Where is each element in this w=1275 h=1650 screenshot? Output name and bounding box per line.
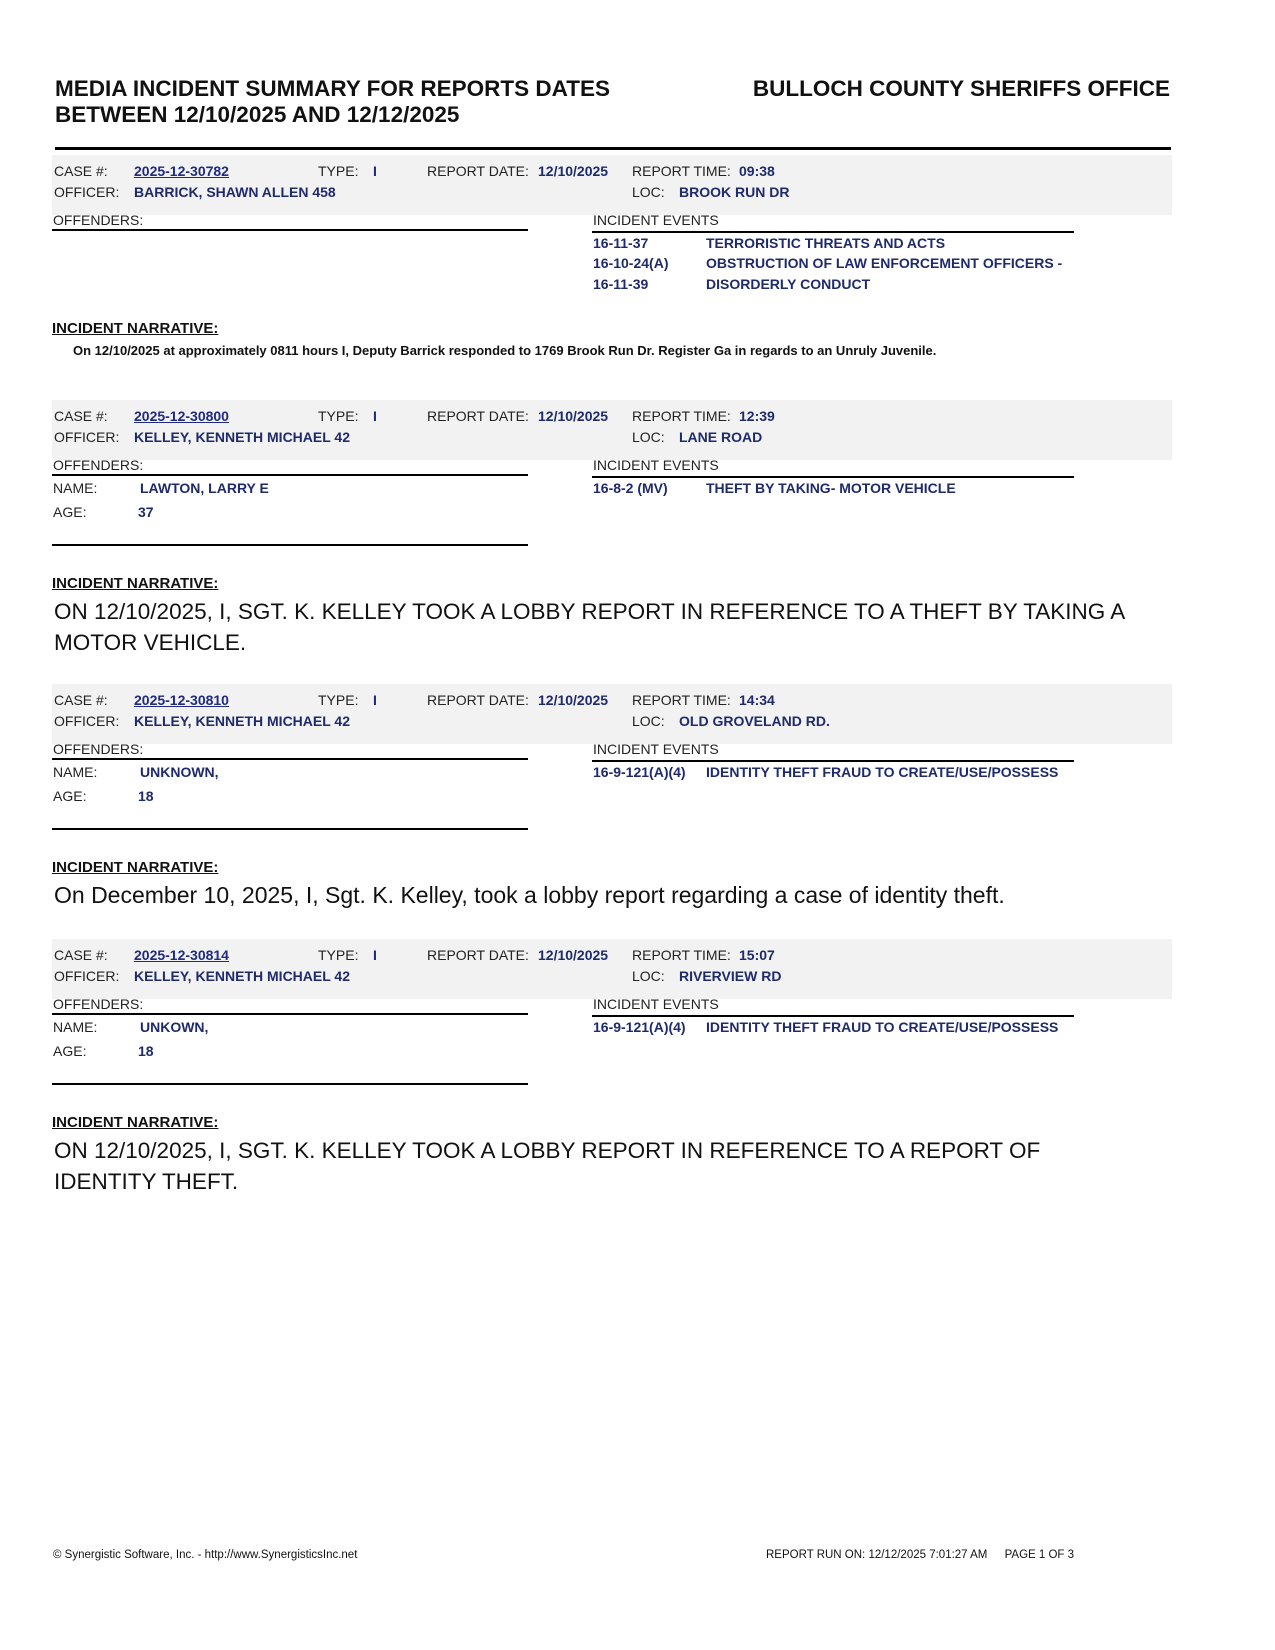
incident-events-label: INCIDENT EVENTS [593,996,719,1012]
officer-label: OFFICER: [54,968,120,984]
incident-events-rule [592,231,1074,233]
type-value: I [373,947,377,963]
report-date-label: REPORT DATE: [427,408,529,424]
offender-age-value: 18 [138,1043,154,1059]
report-time-value: 15:07 [739,947,775,963]
offenders-label: OFFENDERS: [53,996,144,1012]
location-label: LOC: [632,429,665,445]
narrative-heading: INCIDENT NARRATIVE: [52,859,219,876]
report-date-label: REPORT DATE: [427,163,529,179]
event-description: IDENTITY THEFT FRAUD TO CREATE/USE/POSSESS [706,764,1059,780]
narrative-text: ON 12/10/2025, I, SGT. K. KELLEY TOOK A LOBBY REPORT IN REFERENCE TO A THEFT BY TAKING A MOTOR VEHICLE. [54,599,1125,655]
incident-events-rule [592,760,1074,762]
report-date-value: 12/10/2025 [538,692,609,708]
offenders-bottom-rule [52,828,528,830]
event-description: THEFT BY TAKING- MOTOR VEHICLE [706,480,956,496]
report-title [55,76,695,128]
report-time-value: 12:39 [739,408,775,424]
offender-name-value: UNKNOWN, [140,764,219,780]
footer-copyright: © Synergistic Software, Inc. - http://www.SynergisticsInc.net [53,1549,358,1561]
report-time-value: 09:38 [739,163,775,179]
offender-age-label: AGE: [53,788,87,804]
event-code: 16-9-121(A)(4) [593,1019,686,1035]
location-value: BROOK RUN DR [679,184,790,200]
case-number-label: CASE #: [54,692,108,708]
offenders-rule [52,758,528,760]
location-value: OLD GROVELAND RD. [679,713,830,729]
incident-events-label: INCIDENT EVENTS [593,457,719,473]
report-time-label: REPORT TIME: [632,408,731,424]
officer-label: OFFICER: [54,184,120,200]
event-description: OBSTRUCTION OF LAW ENFORCEMENT OFFICERS - [706,255,1063,271]
offenders-rule [52,229,528,231]
offender-name-value: UNKOWN, [140,1019,209,1035]
header-divider [55,147,1171,150]
event-description: TERRORISTIC THREATS AND ACTS [706,235,946,251]
type-label: TYPE: [318,947,359,963]
offender-age-value: 37 [138,504,154,520]
report-time-label: REPORT TIME: [632,163,731,179]
location-value: LANE ROAD [679,429,763,445]
offender-age-label: AGE: [53,1043,87,1059]
narrative-text: On December 10, 2025, I, Sgt. K. Kelley, took a lobby report regarding a case of identity theft. [54,882,1005,908]
officer-value: KELLEY, KENNETH MICHAEL 42 [134,968,350,984]
narrative-text: ON 12/10/2025, I, SGT. K. KELLEY TOOK A LOBBY REPORT IN REFERENCE TO A REPORT OF IDENTITY THEFT. [54,1138,1041,1194]
report-title-line2: BETWEEN 12/10/2025 AND 12/12/2025 [55,102,460,127]
report-time-label: REPORT TIME: [632,692,731,708]
report-date-value: 12/10/2025 [538,947,609,963]
page-indicator: PAGE 1 OF 3 [1004,1549,1075,1561]
case-number-link[interactable]: 2025-12-30800 [134,408,229,424]
offenders-rule [52,1013,528,1015]
location-label: LOC: [632,713,665,729]
report-date-label: REPORT DATE: [427,692,529,708]
location-label: LOC: [632,184,665,200]
offenders-bottom-rule [52,1083,528,1085]
officer-label: OFFICER: [54,429,120,445]
event-code: 16-11-37 [593,235,649,251]
event-code: 16-9-121(A)(4) [593,764,686,780]
offender-name-value: LAWTON, LARRY E [140,480,269,496]
report-date-value: 12/10/2025 [538,408,609,424]
incident-events-rule [592,476,1074,478]
offender-name-label: NAME: [53,764,98,780]
event-code: 16-11-39 [593,276,649,292]
type-label: TYPE: [318,408,359,424]
incident-events-label: INCIDENT EVENTS [593,741,719,757]
officer-value: KELLEY, KENNETH MICHAEL 42 [134,429,350,445]
case-number-label: CASE #: [54,947,108,963]
report-title-line1: MEDIA INCIDENT SUMMARY FOR REPORTS DATES [55,76,611,101]
type-value: I [373,163,377,179]
narrative-text: On 12/10/2025 at approximately 0811 hours I, Deputy Barrick responded to 1769 Brook Run Dr. Register Ga in regards to an Unruly Juvenile. [73,343,937,358]
narrative-heading: INCIDENT NARRATIVE: [52,320,219,337]
offenders-label: OFFENDERS: [53,212,144,228]
location-value: RIVERVIEW RD [679,968,782,984]
type-label: TYPE: [318,692,359,708]
report-date-label: REPORT DATE: [427,947,529,963]
offender-name-label: NAME: [53,480,98,496]
case-number-label: CASE #: [54,408,108,424]
event-description: IDENTITY THEFT FRAUD TO CREATE/USE/POSSESS [706,1019,1059,1035]
incident-events-label: INCIDENT EVENTS [593,212,719,228]
incident-events-rule [592,1015,1074,1017]
event-code: 16-8-2 (MV) [593,480,668,496]
offenders-label: OFFENDERS: [53,457,144,473]
case-number-link[interactable]: 2025-12-30782 [134,163,229,179]
officer-value: KELLEY, KENNETH MICHAEL 42 [134,713,350,729]
event-code: 16-10-24(A) [593,255,669,271]
report-run-on: REPORT RUN ON: 12/12/2025 7:01:27 AM [766,1549,988,1561]
offenders-bottom-rule [52,544,528,546]
footer-run-info [766,1549,1088,1561]
report-time-value: 14:34 [739,692,775,708]
type-value: I [373,692,377,708]
offender-age-value: 18 [138,788,154,804]
type-label: TYPE: [318,163,359,179]
offenders-label: OFFENDERS: [53,741,144,757]
agency-name: BULLOCH COUNTY SHERIFFS OFFICE [752,76,1170,101]
offender-name-label: NAME: [53,1019,98,1035]
type-value: I [373,408,377,424]
case-number-label: CASE #: [54,163,108,179]
location-label: LOC: [632,968,665,984]
offenders-rule [52,474,528,476]
narrative-heading: INCIDENT NARRATIVE: [52,1114,219,1131]
case-number-link[interactable]: 2025-12-30814 [134,947,229,963]
event-description: DISORDERLY CONDUCT [706,276,871,292]
case-number-link[interactable]: 2025-12-30810 [134,692,229,708]
officer-label: OFFICER: [54,713,120,729]
report-date-value: 12/10/2025 [538,163,609,179]
narrative-heading: INCIDENT NARRATIVE: [52,575,219,592]
officer-value: BARRICK, SHAWN ALLEN 458 [134,184,336,200]
offender-age-label: AGE: [53,504,87,520]
report-time-label: REPORT TIME: [632,947,731,963]
